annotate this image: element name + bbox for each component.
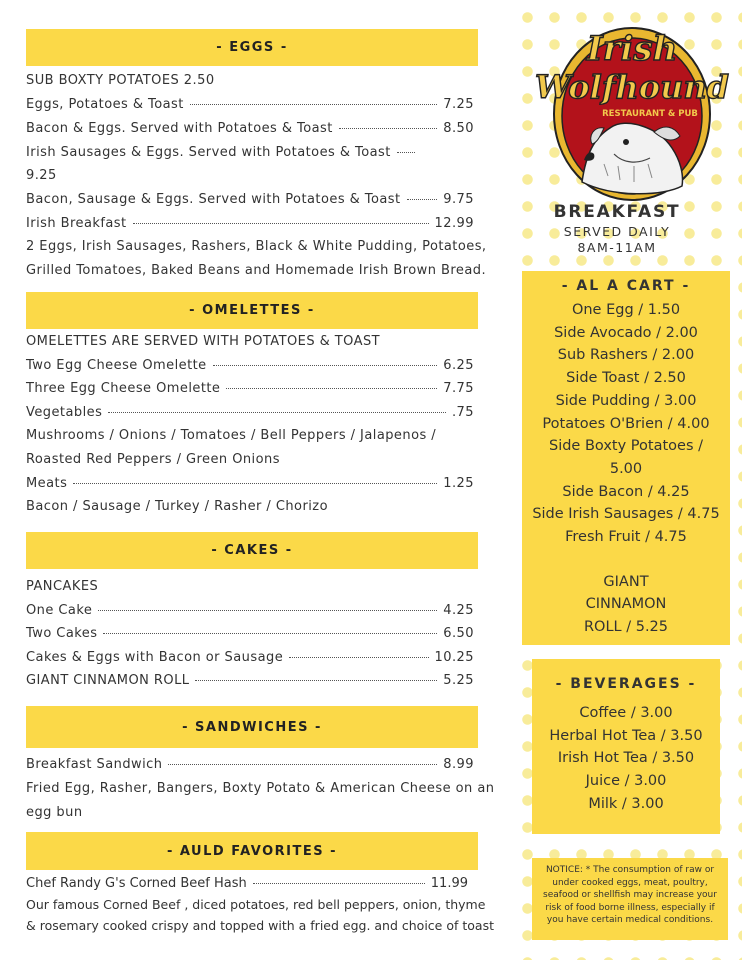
item-description: egg bun xyxy=(26,805,83,820)
boxty-sub-line: SUB BOXTY POTATOES 2.50 xyxy=(26,73,215,88)
item-name: Chef Randy G's Corned Beef Hash xyxy=(26,876,247,891)
menu-item xyxy=(26,97,474,113)
item-description: Grilled Tomatoes, Baked Beans and Homemade Irish Brown Bread. xyxy=(26,263,487,278)
item-description: & rosemary cooked crispy and topped with a fried egg. and choice of toast xyxy=(26,918,494,933)
eggs-header: - EGGS - xyxy=(26,29,478,66)
item-description: 2 Eggs, Irish Sausages, Rashers, Black & White Pudding, Potatoes, xyxy=(26,239,487,254)
sandwiches-header: - SANDWICHES - xyxy=(26,706,478,748)
menu-item xyxy=(26,405,474,421)
cart-item: Side Irish Sausages / 4.75 xyxy=(532,506,720,523)
item-price: 8.50 xyxy=(443,121,474,136)
cart-item: Side Boxty Potatoes / xyxy=(549,438,703,455)
cakes-header: - CAKES - xyxy=(26,532,478,569)
auld-favorites-header: - AULD FAVORITES - xyxy=(26,832,478,870)
item-name: Irish Sausages & Eggs. Served with Potatoes & Toast xyxy=(26,145,391,160)
breakfast-title: BREAKFAST xyxy=(553,202,681,222)
item-price-wrapped: 9.25 xyxy=(26,168,57,183)
hours-label: 8AM-11AM xyxy=(577,240,657,255)
item-name: Irish Breakfast xyxy=(26,216,127,231)
item-name: One Cake xyxy=(26,603,93,618)
cart-item: Side Bacon / 4.25 xyxy=(562,483,690,500)
item-description: Bacon / Sausage / Turkey / Rasher / Chorizo xyxy=(26,499,328,514)
logo-tagline: RESTAURANT & PUB xyxy=(602,109,698,119)
menu-item xyxy=(26,192,474,208)
item-price: 6.25 xyxy=(443,358,474,373)
al-a-cart-header: - AL A CART - xyxy=(561,278,691,294)
item-price: 6.50 xyxy=(443,626,474,641)
item-name: Vegetables xyxy=(26,405,103,420)
wolfhound-dog-icon xyxy=(582,123,683,194)
item-name: Breakfast Sandwich xyxy=(26,757,163,772)
item-price: 9.75 xyxy=(443,192,474,207)
beverage-item: Irish Hot Tea / 3.50 xyxy=(557,750,695,767)
item-description: Mushrooms / Onions / Tomatoes / Bell Peppers / Jalapenos / xyxy=(26,428,437,443)
item-name: Eggs, Potatoes & Toast xyxy=(26,97,184,112)
al-a-cart-box xyxy=(522,271,730,645)
item-price: 10.25 xyxy=(434,650,474,665)
item-name: Two Cakes xyxy=(26,626,98,641)
menu-item xyxy=(26,876,468,892)
item-description: Fried Egg, Rasher, Bangers, Boxty Potato & American Cheese on an xyxy=(26,781,495,796)
cart-item: Side Avocado / 2.00 xyxy=(554,324,698,341)
beverage-item: Coffee / 3.00 xyxy=(579,705,673,721)
item-name: Cakes & Eggs with Bacon or Sausage xyxy=(26,650,284,665)
menu-item xyxy=(26,381,474,397)
omelettes-note: OMELETTES ARE SERVED WITH POTATOES & TOAST xyxy=(26,334,381,349)
cart-item: 5.00 xyxy=(609,460,643,477)
logo-text-wolfhound: Wolfhound xyxy=(534,68,730,106)
food-safety-notice: NOTICE: * The consumption of raw or under cooked eggs, meat, poultry, seafood or shellfish may increase your risk of food borne illness, especially if you have certain medical conditions. xyxy=(532,858,728,940)
item-price: 8.99 xyxy=(443,757,474,772)
beverage-item: Herbal Hot Tea / 3.50 xyxy=(549,727,703,744)
menu-item xyxy=(26,121,474,137)
item-price: 4.25 xyxy=(443,603,474,618)
menu-item xyxy=(26,476,474,492)
cart-item: Side Pudding / 3.00 xyxy=(555,392,697,409)
item-name: Bacon, Sausage & Eggs. Served with Potatoes & Toast xyxy=(26,192,401,207)
breakfast-hours xyxy=(520,224,714,256)
item-price: 11.99 xyxy=(430,876,468,891)
cart-item: Sub Rashers / 2.00 xyxy=(557,347,695,364)
menu-item xyxy=(26,650,474,666)
menu-item xyxy=(26,603,474,619)
beverage-item: Juice / 3.00 xyxy=(585,773,667,790)
cart-item: One Egg / 1.50 xyxy=(571,302,681,318)
logo-text-irish: Irish xyxy=(586,29,678,69)
item-name: GIANT CINNAMON ROLL xyxy=(26,673,190,688)
item-name: Two Egg Cheese Omelette xyxy=(26,358,207,373)
item-description: Roasted Red Peppers / Green Onions xyxy=(26,452,280,467)
cart-item: Side Toast / 2.50 xyxy=(566,370,686,387)
item-price: 5.25 xyxy=(443,673,474,688)
item-price: 7.25 xyxy=(443,97,474,112)
cart-item: Potatoes O'Brien / 4.00 xyxy=(542,415,710,432)
menu-item xyxy=(26,216,474,232)
item-price: .75 xyxy=(451,405,474,420)
item-name: Meats xyxy=(26,476,68,491)
menu-item xyxy=(26,673,474,689)
cart-item: Fresh Fruit / 4.75 xyxy=(565,529,687,546)
served-daily-label: SERVED DAILY xyxy=(563,224,671,239)
beverages-header: - BEVERAGES - xyxy=(555,676,697,692)
omelettes-header: - OMELETTES - xyxy=(26,292,478,329)
item-price: 1.25 xyxy=(443,476,474,491)
menu-item xyxy=(26,626,474,642)
item-name: Three Egg Cheese Omelette xyxy=(26,381,221,396)
irish-wolfhound-logo xyxy=(534,14,730,204)
menu-item xyxy=(26,358,474,374)
beverages-box xyxy=(532,659,720,834)
cart-item: GIANT xyxy=(603,573,649,590)
pancakes-label: PANCAKES xyxy=(26,579,99,594)
item-description: Our famous Corned Beef , diced potatoes, red bell peppers, onion, thyme xyxy=(26,897,486,912)
menu-item xyxy=(26,757,474,773)
item-name: Bacon & Eggs. Served with Potatoes & Toast xyxy=(26,121,333,136)
item-price: 7.75 xyxy=(443,381,474,396)
cart-item: ROLL / 5.25 xyxy=(583,619,669,636)
item-price: 12.99 xyxy=(434,216,474,231)
beverage-item: Milk / 3.00 xyxy=(588,795,664,812)
cart-item: CINNAMON xyxy=(585,596,667,613)
menu-item xyxy=(26,145,421,161)
